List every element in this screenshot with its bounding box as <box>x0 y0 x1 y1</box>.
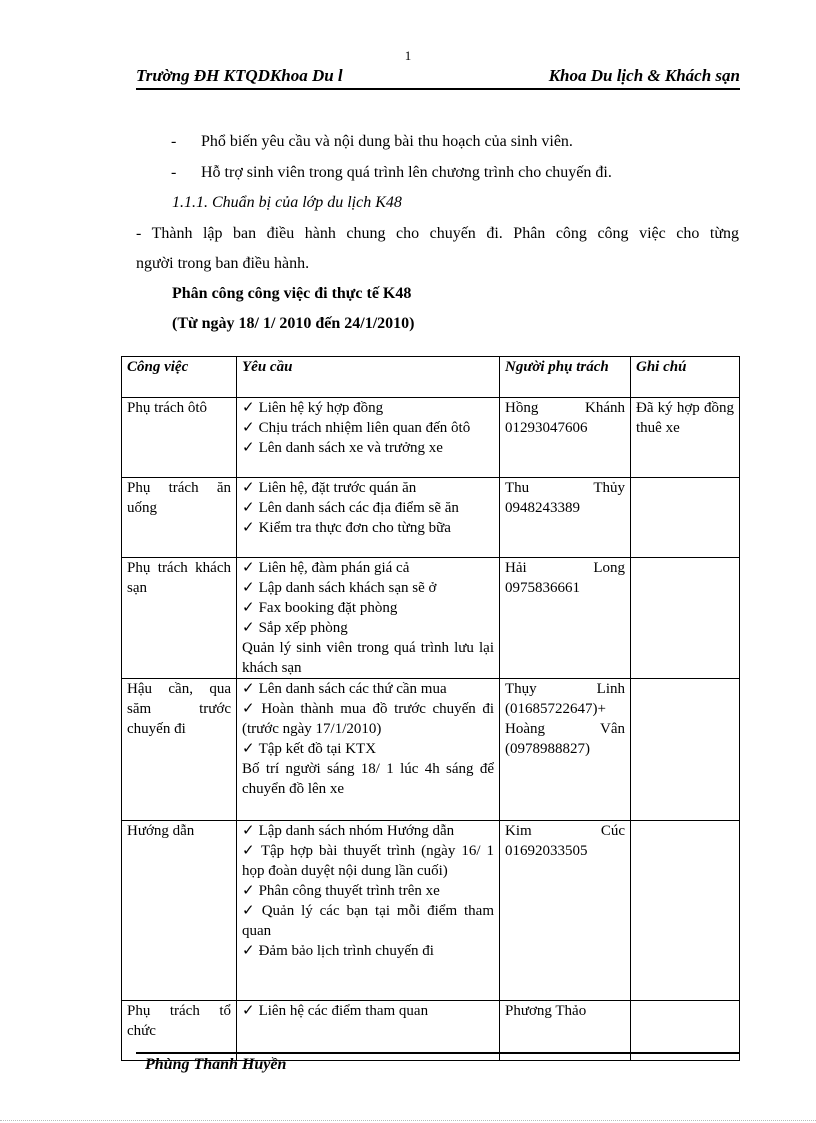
checkmark-icon: ✓ <box>242 681 255 697</box>
requirement-item <box>242 881 494 901</box>
requirement-text: Lên danh sách xe và trưởng xe <box>258 440 443 456</box>
requirement-item <box>242 418 494 438</box>
footer-author: Phùng Thanh Huyền <box>145 1056 287 1073</box>
checkmark-icon: ✓ <box>242 903 258 919</box>
header-note: Ghi chú <box>631 357 740 398</box>
cell-task: Phụ trách ăn uống <box>122 478 237 558</box>
requirement-item <box>242 941 494 961</box>
checkmark-icon: ✓ <box>242 620 255 636</box>
cell-requirements <box>237 558 500 679</box>
cell-person: Thụy Linh (01685722647)+ Hoàng Vân (0978988827) <box>500 679 631 821</box>
header-requirements: Yêu cầu <box>237 357 500 398</box>
intro-paragraph <box>136 224 739 274</box>
bullet-item <box>136 163 739 183</box>
requirement-text: Tập hợp bài thuyết trình (ngày 16/ 1 họp đoàn duyệt nội dung lần cuối) <box>242 843 494 879</box>
paragraph-line: người trong ban điều hành. <box>136 255 310 272</box>
table-row <box>122 558 740 679</box>
page-number: 1 <box>404 48 412 63</box>
requirement-item <box>242 498 494 518</box>
requirement-note: Bố trí người sáng 18/ 1 lúc 4h sáng để chuyển đồ lên xe <box>242 761 494 797</box>
paragraph-line: - Thành lập ban điều hành chung cho chuyến đi. Phân công công việc cho từng <box>136 225 739 242</box>
requirement-item <box>242 1001 494 1021</box>
page-header <box>136 64 740 90</box>
requirement-item <box>242 598 494 618</box>
page-bottom-edge <box>0 1120 816 1121</box>
requirement-item <box>242 901 494 941</box>
requirement-text: Phân công thuyết trình trên xe <box>258 883 440 899</box>
cell-task: Hậu cần, qua săm trước chuyến đi <box>122 679 237 821</box>
requirement-text: Lên danh sách các địa điểm sẽ ăn <box>258 500 459 516</box>
cell-person: Phương Thảo <box>500 1001 631 1061</box>
requirement-item <box>242 699 494 739</box>
checkmark-icon: ✓ <box>242 560 255 576</box>
checkmark-icon: ✓ <box>242 440 255 456</box>
cell-requirements <box>237 821 500 1001</box>
cell-task: Phụ trách tổ chức <box>122 1001 237 1061</box>
checkmark-icon: ✓ <box>242 600 255 616</box>
cell-person: Hồng Khánh 01293047606 <box>500 398 631 478</box>
checkmark-icon: ✓ <box>242 500 255 516</box>
table-row <box>122 398 740 478</box>
requirement-text: Tập kết đồ tại KTX <box>258 741 377 757</box>
requirement-item <box>242 618 494 638</box>
bullet-dash: - <box>171 164 177 181</box>
checkmark-icon: ✓ <box>242 943 255 959</box>
checkmark-icon: ✓ <box>242 480 255 496</box>
requirement-item <box>242 821 494 841</box>
cell-person: Hải Long 0975836661 <box>500 558 631 679</box>
requirement-text: Fax booking đặt phòng <box>258 600 398 616</box>
table-header-row <box>122 357 740 398</box>
requirement-item <box>242 438 494 458</box>
requirement-text: Quản lý các bạn tại mỗi điểm tham quan <box>242 903 494 939</box>
cell-requirements <box>237 679 500 821</box>
cell-task: Hướng dẫn <box>122 821 237 1001</box>
header-person: Người phụ trách <box>500 357 631 398</box>
assignment-table <box>121 356 739 1039</box>
cell-note <box>631 478 740 558</box>
checkmark-icon: ✓ <box>242 1003 255 1019</box>
bullet-item <box>136 132 739 152</box>
requirement-item <box>242 398 494 418</box>
requirement-text: Liên hệ các điểm tham quan <box>258 1003 429 1019</box>
requirement-item <box>242 518 494 538</box>
requirement-item <box>242 578 494 598</box>
table-subtitle: (Từ ngày 18/ 1/ 2010 đến 24/1/2010) <box>172 315 415 332</box>
checkmark-icon: ✓ <box>242 520 255 536</box>
requirement-text: Lên danh sách các thứ cần mua <box>258 681 447 697</box>
requirement-text: Lập danh sách khách sạn sẽ ở <box>258 580 437 596</box>
requirement-text: Liên hệ, đặt trước quán ăn <box>258 480 417 496</box>
table-row <box>122 679 740 821</box>
requirement-text: Hoàn thành mua đồ trước chuyến đi (trước ngày 17/1/2010) <box>242 701 494 737</box>
cell-task: Phụ trách khách sạn <box>122 558 237 679</box>
requirement-note: Quản lý sinh viên trong quá trình lưu lại khách sạn <box>242 640 494 676</box>
header-faculty: Khoa Du lịch & Khách sạn <box>548 66 740 85</box>
section-heading: 1.1.1. Chuẩn bị của lớp du lịch K48 <box>172 194 402 211</box>
checkmark-icon: ✓ <box>242 580 255 596</box>
cell-person: Kim Cúc 01692033505 <box>500 821 631 1001</box>
cell-note <box>631 679 740 821</box>
cell-requirements <box>237 478 500 558</box>
cell-note <box>631 821 740 1001</box>
bullet-text: Phổ biến yêu cầu và nội dung bài thu hoạch của sinh viên. <box>201 133 573 150</box>
requirement-item <box>242 739 494 759</box>
requirement-text: Chịu trách nhiệm liên quan đến ôtô <box>258 420 471 436</box>
cell-requirements <box>237 398 500 478</box>
table-row <box>122 478 740 558</box>
requirement-text: Sắp xếp phòng <box>258 620 348 636</box>
checkmark-icon: ✓ <box>242 420 255 436</box>
requirement-item <box>242 558 494 578</box>
table-row <box>122 821 740 1001</box>
requirement-text: Liên hệ, đàm phán giá cả <box>258 560 410 576</box>
requirement-text: Đảm bảo lịch trình chuyến đi <box>258 943 434 959</box>
header-university: Trường ĐH KTQDKhoa Du l <box>136 66 343 85</box>
checkmark-icon: ✓ <box>242 823 255 839</box>
requirement-text: Kiểm tra thực đơn cho từng bữa <box>258 520 451 536</box>
bullet-dash: - <box>171 133 177 150</box>
cell-note <box>631 558 740 679</box>
requirement-text: Lập danh sách nhóm Hướng dẫn <box>258 823 455 839</box>
cell-task: Phụ trách ôtô <box>122 398 237 478</box>
requirement-item <box>242 478 494 498</box>
checkmark-icon: ✓ <box>242 701 258 717</box>
checkmark-icon: ✓ <box>242 843 257 859</box>
requirement-text: Liên hệ ký hợp đồng <box>258 400 384 416</box>
table-title: Phân công công việc đi thực tế K48 <box>172 285 412 302</box>
bullet-text: Hỗ trợ sinh viên trong quá trình lên chương trình cho chuyến đi. <box>201 164 612 181</box>
checkmark-icon: ✓ <box>242 741 255 757</box>
checkmark-icon: ✓ <box>242 400 255 416</box>
checkmark-icon: ✓ <box>242 883 255 899</box>
cell-person: Thu Thủy 0948243389 <box>500 478 631 558</box>
requirement-item <box>242 841 494 881</box>
header-task: Công việc <box>122 357 237 398</box>
cell-note: Đã ký hợp đồng thuê xe <box>631 398 740 478</box>
requirement-item <box>242 679 494 699</box>
footer-divider <box>136 1052 740 1054</box>
